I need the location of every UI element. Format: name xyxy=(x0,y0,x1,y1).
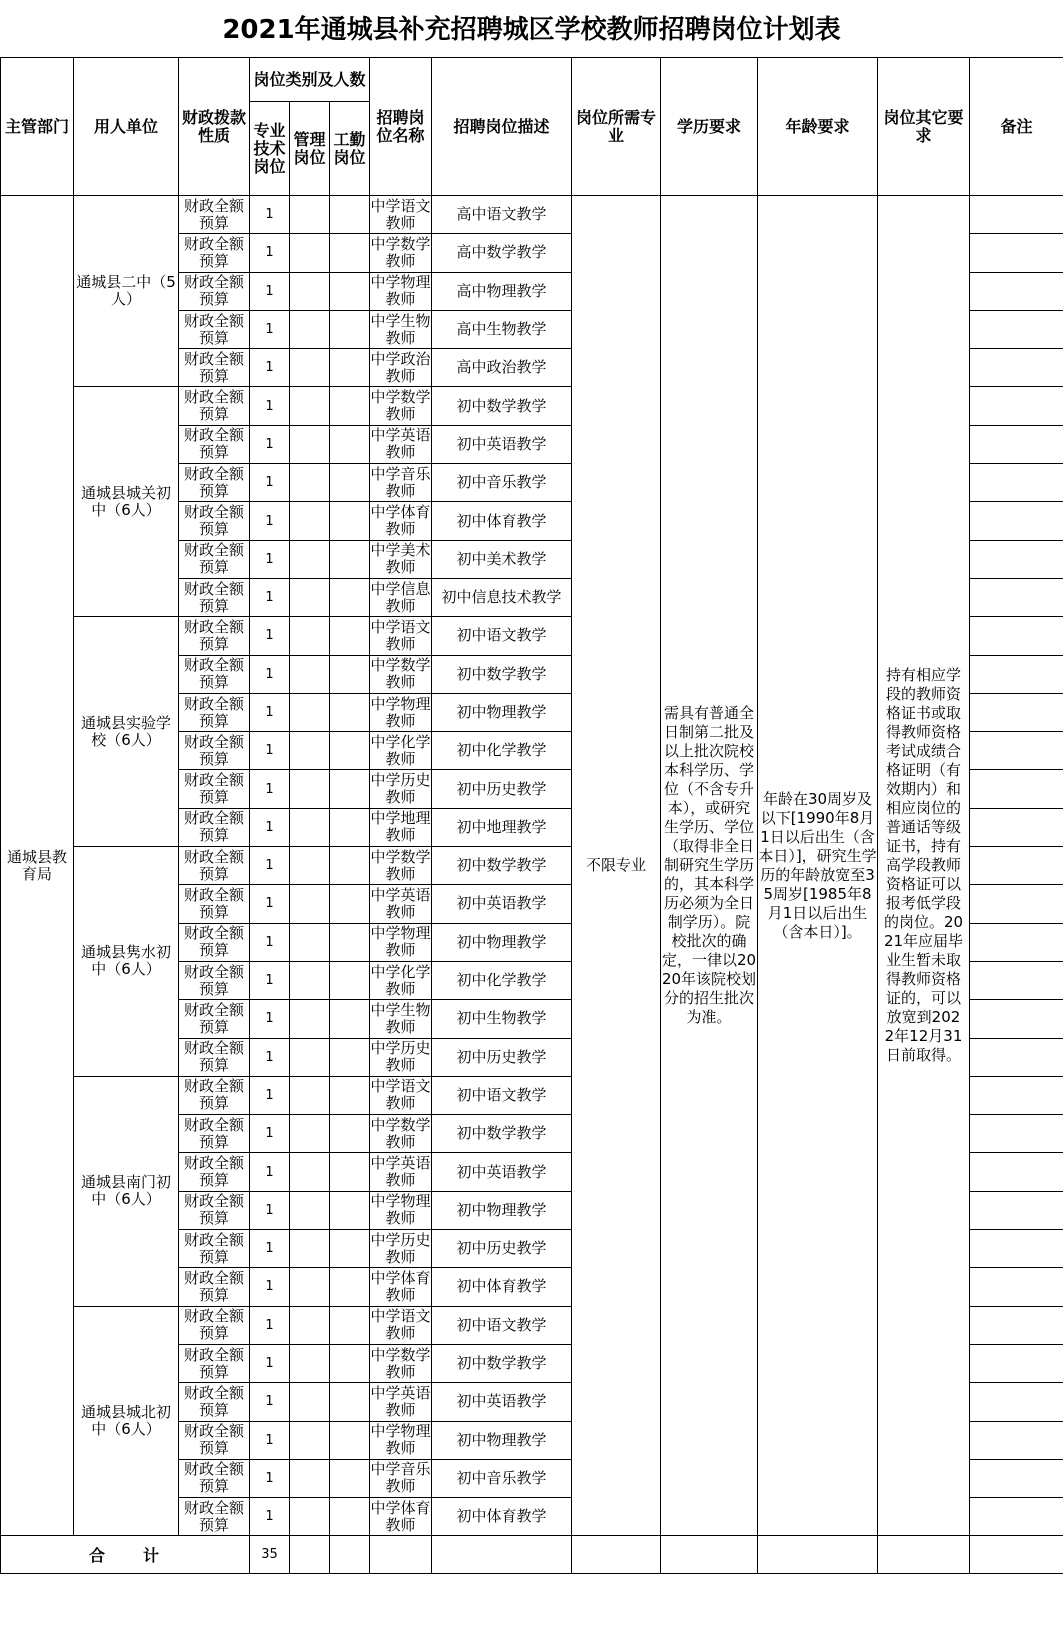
count-cell: 1 xyxy=(250,617,290,655)
header-cat-work: 工勤岗位 xyxy=(330,102,370,196)
description-cell: 高中语文教学 xyxy=(432,196,572,234)
funding-cell: 财政全额预算 xyxy=(179,732,250,770)
funding-cell: 财政全额预算 xyxy=(179,1498,250,1536)
position-cell: 中学语文教师 xyxy=(370,196,432,234)
position-cell: 中学语文教师 xyxy=(370,1076,432,1114)
position-cell: 中学物理教师 xyxy=(370,693,432,731)
work-count-cell xyxy=(330,310,370,348)
funding-cell: 财政全额预算 xyxy=(179,1383,250,1421)
position-cell: 中学数学教师 xyxy=(370,387,432,425)
funding-cell: 财政全额预算 xyxy=(179,617,250,655)
funding-cell: 财政全额预算 xyxy=(179,847,250,885)
funding-cell: 财政全额预算 xyxy=(179,1038,250,1076)
remark-cell xyxy=(970,234,1063,272)
count-cell: 1 xyxy=(250,464,290,502)
work-count-cell xyxy=(330,502,370,540)
mgmt-count-cell xyxy=(290,1230,330,1268)
header-description: 招聘岗位描述 xyxy=(432,58,572,196)
work-count-cell xyxy=(330,1115,370,1153)
count-cell: 1 xyxy=(250,693,290,731)
mgmt-count-cell xyxy=(290,502,330,540)
other-req-cell: 持有相应学段的教师资格证书或取得教师资格考试成绩合格证明（有效期内）和相应岗位的普通话等级证书，持有高学段教师资格证可以报考低学段的岗位。2021年应届毕业生暂未取得教师资格证的，可以放宽到2022年12月31日前取得。 xyxy=(878,196,970,1536)
header-row-1 xyxy=(1,58,1063,102)
total-label: 合 计 xyxy=(1,1536,250,1574)
mgmt-count-cell xyxy=(290,1383,330,1421)
remark-cell xyxy=(970,885,1063,923)
remark-cell xyxy=(970,1000,1063,1038)
position-cell: 中学政治教师 xyxy=(370,349,432,387)
funding-cell: 财政全额预算 xyxy=(179,655,250,693)
work-count-cell xyxy=(330,1230,370,1268)
description-cell: 初中英语教学 xyxy=(432,885,572,923)
count-cell: 1 xyxy=(250,1498,290,1536)
mgmt-count-cell xyxy=(290,310,330,348)
funding-cell: 财政全额预算 xyxy=(179,1000,250,1038)
remark-cell xyxy=(970,196,1063,234)
dept-cell: 通城县教育局 xyxy=(1,196,74,1536)
remark-cell xyxy=(970,1268,1063,1306)
remark-cell xyxy=(970,1344,1063,1382)
unit-cell: 通城县二中（5人） xyxy=(74,196,179,387)
remark-cell xyxy=(970,655,1063,693)
remark-cell xyxy=(970,732,1063,770)
position-cell: 中学数学教师 xyxy=(370,847,432,885)
count-cell: 1 xyxy=(250,655,290,693)
work-count-cell xyxy=(330,1383,370,1421)
work-count-cell xyxy=(330,770,370,808)
description-cell: 初中体育教学 xyxy=(432,502,572,540)
work-count-cell xyxy=(330,617,370,655)
total-empty-cell xyxy=(370,1536,432,1574)
remark-cell xyxy=(970,1306,1063,1344)
mgmt-count-cell xyxy=(290,1344,330,1382)
header-unit: 用人单位 xyxy=(74,58,179,196)
age-cell: 年龄在30周岁及以下[1990年8月1日以后出生（含本日）]，研究生学历的年龄放宽至35周岁[1985年8月1日以后出生（含本日）]。 xyxy=(758,196,878,1536)
remark-cell xyxy=(970,1459,1063,1497)
position-cell: 中学数学教师 xyxy=(370,1344,432,1382)
position-cell: 中学历史教师 xyxy=(370,1038,432,1076)
description-cell: 初中英语教学 xyxy=(432,1153,572,1191)
funding-cell: 财政全额预算 xyxy=(179,923,250,961)
position-cell: 中学数学教师 xyxy=(370,234,432,272)
funding-cell: 财政全额预算 xyxy=(179,272,250,310)
work-count-cell xyxy=(330,1306,370,1344)
funding-cell: 财政全额预算 xyxy=(179,1191,250,1229)
mgmt-count-cell xyxy=(290,1000,330,1038)
major-cell: 不限专业 xyxy=(572,196,661,1536)
description-cell: 高中政治教学 xyxy=(432,349,572,387)
work-count-cell xyxy=(330,885,370,923)
description-cell: 初中音乐教学 xyxy=(432,1459,572,1497)
header-category-group: 岗位类别及人数 xyxy=(250,58,370,102)
position-cell: 中学数学教师 xyxy=(370,1115,432,1153)
description-cell: 初中体育教学 xyxy=(432,1268,572,1306)
description-cell: 初中历史教学 xyxy=(432,770,572,808)
count-cell: 1 xyxy=(250,770,290,808)
header-funding: 财政拨款性质 xyxy=(179,58,250,196)
description-cell: 初中数学教学 xyxy=(432,1115,572,1153)
position-cell: 中学语文教师 xyxy=(370,617,432,655)
header-age: 年龄要求 xyxy=(758,58,878,196)
total-row xyxy=(1,1536,1063,1574)
position-cell: 中学地理教师 xyxy=(370,808,432,846)
mgmt-count-cell xyxy=(290,540,330,578)
description-cell: 初中物理教学 xyxy=(432,693,572,731)
header-dept: 主管部门 xyxy=(1,58,74,196)
remark-cell xyxy=(970,387,1063,425)
total-empty-cell xyxy=(758,1536,878,1574)
mgmt-count-cell xyxy=(290,770,330,808)
funding-cell: 财政全额预算 xyxy=(179,1115,250,1153)
work-count-cell xyxy=(330,272,370,310)
work-count-cell xyxy=(330,1459,370,1497)
description-cell: 初中英语教学 xyxy=(432,1383,572,1421)
work-count-cell xyxy=(330,1038,370,1076)
remark-cell xyxy=(970,464,1063,502)
remark-cell xyxy=(970,923,1063,961)
unit-cell: 通城县实验学校（6人） xyxy=(74,617,179,847)
remark-cell xyxy=(970,808,1063,846)
work-count-cell xyxy=(330,387,370,425)
description-cell: 初中美术教学 xyxy=(432,540,572,578)
funding-cell: 财政全额预算 xyxy=(179,502,250,540)
funding-cell: 财政全额预算 xyxy=(179,310,250,348)
description-cell: 初中物理教学 xyxy=(432,1421,572,1459)
remark-cell xyxy=(970,310,1063,348)
mgmt-count-cell xyxy=(290,961,330,999)
position-cell: 中学化学教师 xyxy=(370,732,432,770)
position-cell: 中学语文教师 xyxy=(370,1306,432,1344)
funding-cell: 财政全额预算 xyxy=(179,540,250,578)
count-cell: 1 xyxy=(250,1153,290,1191)
count-cell: 1 xyxy=(250,1344,290,1382)
count-cell: 1 xyxy=(250,425,290,463)
work-count-cell xyxy=(330,464,370,502)
unit-cell: 通城县隽水初中（6人） xyxy=(74,847,179,1077)
count-cell: 1 xyxy=(250,808,290,846)
page-title: 2021年通城县补充招聘城区学校教师招聘岗位计划表 xyxy=(222,15,841,45)
position-cell: 中学数学教师 xyxy=(370,655,432,693)
work-count-cell xyxy=(330,1153,370,1191)
remark-cell xyxy=(970,349,1063,387)
position-cell: 中学化学教师 xyxy=(370,961,432,999)
work-count-cell xyxy=(330,1191,370,1229)
count-cell: 1 xyxy=(250,885,290,923)
mgmt-count-cell xyxy=(290,1153,330,1191)
description-cell: 高中生物教学 xyxy=(432,310,572,348)
mgmt-count-cell xyxy=(290,425,330,463)
header-position: 招聘岗位名称 xyxy=(370,58,432,196)
total-empty-cell xyxy=(661,1536,758,1574)
mgmt-count-cell xyxy=(290,847,330,885)
count-cell: 1 xyxy=(250,387,290,425)
position-cell: 中学物理教师 xyxy=(370,1191,432,1229)
recruitment-table xyxy=(0,57,1063,1574)
work-count-cell xyxy=(330,923,370,961)
position-cell: 中学体育教师 xyxy=(370,1498,432,1536)
mgmt-count-cell xyxy=(290,578,330,616)
description-cell: 初中数学教学 xyxy=(432,847,572,885)
funding-cell: 财政全额预算 xyxy=(179,808,250,846)
unit-cell: 通城县城北初中（6人） xyxy=(74,1306,179,1536)
count-cell: 1 xyxy=(250,961,290,999)
description-cell: 初中地理教学 xyxy=(432,808,572,846)
mgmt-count-cell xyxy=(290,196,330,234)
description-cell: 初中语文教学 xyxy=(432,617,572,655)
count-cell: 1 xyxy=(250,1459,290,1497)
description-cell: 初中历史教学 xyxy=(432,1038,572,1076)
mgmt-count-cell xyxy=(290,1076,330,1114)
mgmt-count-cell xyxy=(290,732,330,770)
mgmt-count-cell xyxy=(290,923,330,961)
funding-cell: 财政全额预算 xyxy=(179,349,250,387)
count-cell: 1 xyxy=(250,578,290,616)
work-count-cell xyxy=(330,196,370,234)
position-cell: 中学历史教师 xyxy=(370,770,432,808)
work-count-cell xyxy=(330,961,370,999)
description-cell: 初中体育教学 xyxy=(432,1498,572,1536)
remark-cell xyxy=(970,1421,1063,1459)
mgmt-count-cell xyxy=(290,1459,330,1497)
funding-cell: 财政全额预算 xyxy=(179,1421,250,1459)
work-count-cell xyxy=(330,1000,370,1038)
position-cell: 中学英语教师 xyxy=(370,1153,432,1191)
remark-cell xyxy=(970,1038,1063,1076)
remark-cell xyxy=(970,1191,1063,1229)
total-empty-cell xyxy=(330,1536,370,1574)
funding-cell: 财政全额预算 xyxy=(179,1344,250,1382)
count-cell: 1 xyxy=(250,196,290,234)
funding-cell: 财政全额预算 xyxy=(179,1459,250,1497)
mgmt-count-cell xyxy=(290,1306,330,1344)
work-count-cell xyxy=(330,847,370,885)
count-cell: 1 xyxy=(250,1230,290,1268)
header-education: 学历要求 xyxy=(661,58,758,196)
funding-cell: 财政全额预算 xyxy=(179,1153,250,1191)
work-count-cell xyxy=(330,693,370,731)
funding-cell: 财政全额预算 xyxy=(179,425,250,463)
description-cell: 初中物理教学 xyxy=(432,923,572,961)
work-count-cell xyxy=(330,349,370,387)
funding-cell: 财政全额预算 xyxy=(179,1306,250,1344)
position-cell: 中学英语教师 xyxy=(370,885,432,923)
funding-cell: 财政全额预算 xyxy=(179,578,250,616)
funding-cell: 财政全额预算 xyxy=(179,387,250,425)
work-count-cell xyxy=(330,1344,370,1382)
total-empty-cell xyxy=(572,1536,661,1574)
mgmt-count-cell xyxy=(290,1038,330,1076)
mgmt-count-cell xyxy=(290,1268,330,1306)
funding-cell: 财政全额预算 xyxy=(179,885,250,923)
count-cell: 1 xyxy=(250,1191,290,1229)
position-cell: 中学物理教师 xyxy=(370,272,432,310)
description-cell: 初中英语教学 xyxy=(432,425,572,463)
remark-cell xyxy=(970,272,1063,310)
description-cell: 初中信息技术教学 xyxy=(432,578,572,616)
mgmt-count-cell xyxy=(290,655,330,693)
education-cell: 需具有普通全日制第二批及以上批次院校本科学历、学位（不含专升本），或研究生学历、学位（取得非全日制研究生学历的，其本科学历必须为全日制学历）。院校批次的确定，一律以2020年该院校划分的招生批次为准。 xyxy=(661,196,758,1536)
position-cell: 中学物理教师 xyxy=(370,923,432,961)
count-cell: 1 xyxy=(250,1115,290,1153)
work-count-cell xyxy=(330,425,370,463)
position-cell: 中学音乐教师 xyxy=(370,1459,432,1497)
position-cell: 中学信息教师 xyxy=(370,578,432,616)
position-cell: 中学美术教师 xyxy=(370,540,432,578)
position-cell: 中学英语教师 xyxy=(370,1383,432,1421)
remark-cell xyxy=(970,617,1063,655)
position-cell: 中学生物教师 xyxy=(370,310,432,348)
remark-cell xyxy=(970,1383,1063,1421)
remark-cell xyxy=(970,502,1063,540)
position-cell: 中学物理教师 xyxy=(370,1421,432,1459)
funding-cell: 财政全额预算 xyxy=(179,464,250,502)
position-cell: 中学生物教师 xyxy=(370,1000,432,1038)
remark-cell xyxy=(970,1076,1063,1114)
mgmt-count-cell xyxy=(290,693,330,731)
work-count-cell xyxy=(330,1268,370,1306)
remark-cell xyxy=(970,1498,1063,1536)
work-count-cell xyxy=(330,234,370,272)
work-count-cell xyxy=(330,808,370,846)
work-count-cell xyxy=(330,732,370,770)
description-cell: 初中历史教学 xyxy=(432,1230,572,1268)
count-cell: 1 xyxy=(250,540,290,578)
mgmt-count-cell xyxy=(290,464,330,502)
position-cell: 中学音乐教师 xyxy=(370,464,432,502)
work-count-cell xyxy=(330,578,370,616)
remark-cell xyxy=(970,1153,1063,1191)
remark-cell xyxy=(970,1230,1063,1268)
description-cell: 初中数学教学 xyxy=(432,655,572,693)
count-cell: 1 xyxy=(250,1038,290,1076)
description-cell: 初中生物教学 xyxy=(432,1000,572,1038)
mgmt-count-cell xyxy=(290,1498,330,1536)
funding-cell: 财政全额预算 xyxy=(179,961,250,999)
description-cell: 初中数学教学 xyxy=(432,387,572,425)
mgmt-count-cell xyxy=(290,272,330,310)
description-cell: 高中物理教学 xyxy=(432,272,572,310)
count-cell: 1 xyxy=(250,1421,290,1459)
count-cell: 1 xyxy=(250,1268,290,1306)
mgmt-count-cell xyxy=(290,1191,330,1229)
position-cell: 中学体育教师 xyxy=(370,502,432,540)
count-cell: 1 xyxy=(250,310,290,348)
count-cell: 1 xyxy=(250,847,290,885)
work-count-cell xyxy=(330,540,370,578)
header-cat-mgmt: 管理岗位 xyxy=(290,102,330,196)
remark-cell xyxy=(970,847,1063,885)
remark-cell xyxy=(970,1115,1063,1153)
work-count-cell xyxy=(330,1076,370,1114)
funding-cell: 财政全额预算 xyxy=(179,770,250,808)
count-cell: 1 xyxy=(250,234,290,272)
total-empty-cell xyxy=(290,1536,330,1574)
funding-cell: 财政全额预算 xyxy=(179,196,250,234)
description-cell: 初中语文教学 xyxy=(432,1076,572,1114)
position-cell: 中学体育教师 xyxy=(370,1268,432,1306)
mgmt-count-cell xyxy=(290,885,330,923)
work-count-cell xyxy=(330,1498,370,1536)
remark-cell xyxy=(970,540,1063,578)
count-cell: 1 xyxy=(250,923,290,961)
description-cell: 初中化学教学 xyxy=(432,732,572,770)
work-count-cell xyxy=(330,655,370,693)
mgmt-count-cell xyxy=(290,1421,330,1459)
remark-cell xyxy=(970,770,1063,808)
unit-cell: 通城县南门初中（6人） xyxy=(74,1076,179,1306)
count-cell: 1 xyxy=(250,1306,290,1344)
mgmt-count-cell xyxy=(290,387,330,425)
total-empty-cell xyxy=(970,1536,1063,1574)
work-count-cell xyxy=(330,1421,370,1459)
remark-cell xyxy=(970,578,1063,616)
description-cell: 初中音乐教学 xyxy=(432,464,572,502)
count-cell: 1 xyxy=(250,1076,290,1114)
mgmt-count-cell xyxy=(290,1115,330,1153)
total-empty-cell xyxy=(432,1536,572,1574)
description-cell: 初中物理教学 xyxy=(432,1191,572,1229)
count-cell: 1 xyxy=(250,1000,290,1038)
unit-cell: 通城县城关初中（6人） xyxy=(74,387,179,617)
position-cell: 中学历史教师 xyxy=(370,1230,432,1268)
count-cell: 1 xyxy=(250,272,290,310)
table-row xyxy=(1,196,1063,234)
remark-cell xyxy=(970,961,1063,999)
description-cell: 初中化学教学 xyxy=(432,961,572,999)
funding-cell: 财政全额预算 xyxy=(179,1268,250,1306)
count-cell: 1 xyxy=(250,502,290,540)
count-cell: 1 xyxy=(250,732,290,770)
remark-cell xyxy=(970,425,1063,463)
remark-cell xyxy=(970,693,1063,731)
mgmt-count-cell xyxy=(290,349,330,387)
position-cell: 中学英语教师 xyxy=(370,425,432,463)
funding-cell: 财政全额预算 xyxy=(179,234,250,272)
count-cell: 1 xyxy=(250,1383,290,1421)
description-cell: 初中数学教学 xyxy=(432,1344,572,1382)
funding-cell: 财政全额预算 xyxy=(179,693,250,731)
mgmt-count-cell xyxy=(290,617,330,655)
header-other: 岗位其它要求 xyxy=(878,58,970,196)
description-cell: 初中语文教学 xyxy=(432,1306,572,1344)
header-remark: 备注 xyxy=(970,58,1063,196)
funding-cell: 财政全额预算 xyxy=(179,1230,250,1268)
total-empty-cell xyxy=(878,1536,970,1574)
header-major: 岗位所需专业 xyxy=(572,58,661,196)
mgmt-count-cell xyxy=(290,808,330,846)
count-cell: 1 xyxy=(250,349,290,387)
header-cat-tech: 专业技术岗位 xyxy=(250,102,290,196)
funding-cell: 财政全额预算 xyxy=(179,1076,250,1114)
total-count: 35 xyxy=(250,1536,290,1574)
mgmt-count-cell xyxy=(290,234,330,272)
description-cell: 高中数学教学 xyxy=(432,234,572,272)
